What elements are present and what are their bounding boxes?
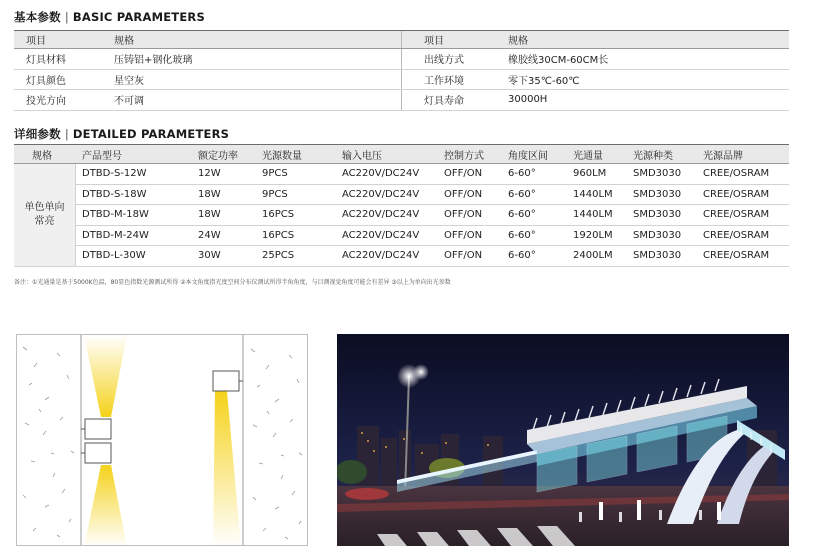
spec-label [14,164,76,267]
cell-qty: 16PCS [262,209,295,221]
col-brand: 光源品牌 [703,150,743,162]
detail-title-en: DETAILED PARAMETERS [72,127,230,141]
basic-section-title: 基本参数 | BASIC PARAMETERS [14,10,205,24]
cell-model: DTBD-S-18W [82,188,147,200]
col-control: 控制方式 [444,150,484,162]
cell-flux: 1440LM [573,209,613,221]
cell-source: SMD3030 [633,250,682,262]
cell-angle: 6-60° [508,168,536,180]
cell-flux: 1440LM [573,188,613,200]
basic-key: 工作环境 [424,75,464,87]
spec-label-line1: 单色单向 [24,201,65,213]
cell-brand: CREE/OSRAM [703,209,770,221]
detail-table-header [14,144,789,164]
basic-key: 投光方向 [26,96,66,108]
col-angle: 角度区间 [508,150,548,162]
cell-model: DTBD-M-18W [82,209,149,221]
right-wall [243,335,302,546]
cell-voltage: AC220V/DC24V [342,229,420,241]
fixture-lower [85,443,111,463]
col-spec: 规格 [32,150,52,162]
left-beam-up [84,335,127,417]
cell-source: SMD3030 [633,229,682,241]
header-spec-2: 规格 [508,36,528,47]
cell-angle: 6-60° [508,188,536,200]
col-power: 额定功率 [198,150,238,162]
header-spec: 规格 [114,36,134,47]
application-photo [337,334,789,546]
cell-angle: 6-60° [508,250,536,262]
cell-control: OFF/ON [444,250,483,262]
cell-brand: CREE/OSRAM [703,229,770,241]
basic-title-en: BASIC PARAMETERS [72,10,205,24]
installation-diagram [16,334,308,546]
basic-value: 零下35℃-60℃ [508,75,580,87]
basic-key: 灯具寿命 [424,96,464,108]
header-item-2: 项目 [424,36,444,47]
cell-control: OFF/ON [444,168,483,180]
footnote: 备注：①光通量是基于5000K色温，80显色指数光源测试所得 ②本文角度指光度空间分布仪测试所得半角角度，与目测视觉角度可能会有差异 ③以上为单向出光参数 [14,279,451,286]
cell-angle: 6-60° [508,229,536,241]
table-row [76,205,789,226]
table-row [76,185,789,206]
basic-value: 橡胶线30CM-60CM长 [508,55,609,67]
cell-model: DTBD-L-30W [82,250,146,262]
cell-source: SMD3030 [633,168,682,180]
cell-voltage: AC220V/DC24V [342,250,420,262]
cell-power: 18W [198,188,221,200]
cell-angle: 6-60° [508,209,536,221]
cell-brand: CREE/OSRAM [703,188,770,200]
cell-qty: 9PCS [262,188,288,200]
cell-model: DTBD-S-12W [82,168,147,180]
cell-model: DTBD-M-24W [82,229,149,241]
col-voltage: 输入电压 [342,150,382,162]
cell-brand: CREE/OSRAM [703,250,770,262]
left-wall [17,335,81,546]
diagram-svg [17,335,308,546]
table-row [14,90,789,111]
left-beam-down [84,465,127,546]
basic-value: 不可调 [114,96,144,108]
fixture-right [213,371,239,391]
fixture-upper [85,419,111,439]
cell-flux: 2400LM [573,250,613,262]
cell-control: OFF/ON [444,188,483,200]
cell-voltage: AC220V/DC24V [342,168,420,180]
cell-qty: 16PCS [262,229,295,241]
basic-key: 出线方式 [424,55,464,67]
table-row [14,49,789,70]
cell-power: 12W [198,168,221,180]
spec-label-line2: 常亮 [34,215,55,227]
cell-brand: CREE/OSRAM [703,168,770,180]
table-row [76,164,789,185]
basic-value: 30000H [508,94,548,106]
basic-key: 灯具材料 [26,55,66,67]
header-item: 项目 [26,36,46,47]
cell-source: SMD3030 [633,209,682,221]
cell-power: 30W [198,250,221,262]
cell-qty: 9PCS [262,168,288,180]
detail-section-title: 详细参数 | DETAILED PARAMETERS [14,127,230,141]
cell-flux: 960LM [573,168,607,180]
cell-voltage: AC220V/DC24V [342,209,420,221]
table-row [76,246,789,267]
bridge-scene-svg [337,334,789,546]
basic-parameters-table [14,30,789,111]
detailed-parameters-table [14,144,789,267]
cell-power: 24W [198,229,221,241]
right-beam-down [213,391,241,546]
cell-flux: 1920LM [573,229,613,241]
table-row [14,70,789,91]
basic-title-cn: 基本参数 [14,10,61,24]
cell-power: 18W [198,209,221,221]
table-row [76,226,789,247]
detail-title-cn: 详细参数 [14,127,61,141]
col-flux: 光通量 [573,150,603,162]
cell-control: OFF/ON [444,209,483,221]
col-source: 光源种类 [633,150,673,162]
cell-source: SMD3030 [633,188,682,200]
basic-table-header [14,30,789,49]
cell-voltage: AC220V/DC24V [342,188,420,200]
basic-key: 灯具颜色 [26,75,66,87]
cell-control: OFF/ON [444,229,483,241]
col-model: 产品型号 [82,150,122,162]
basic-value: 星空灰 [114,75,144,87]
basic-value: 压铸铝+钢化玻璃 [114,55,193,67]
cell-qty: 25PCS [262,250,295,262]
col-qty: 光源数量 [262,150,302,162]
